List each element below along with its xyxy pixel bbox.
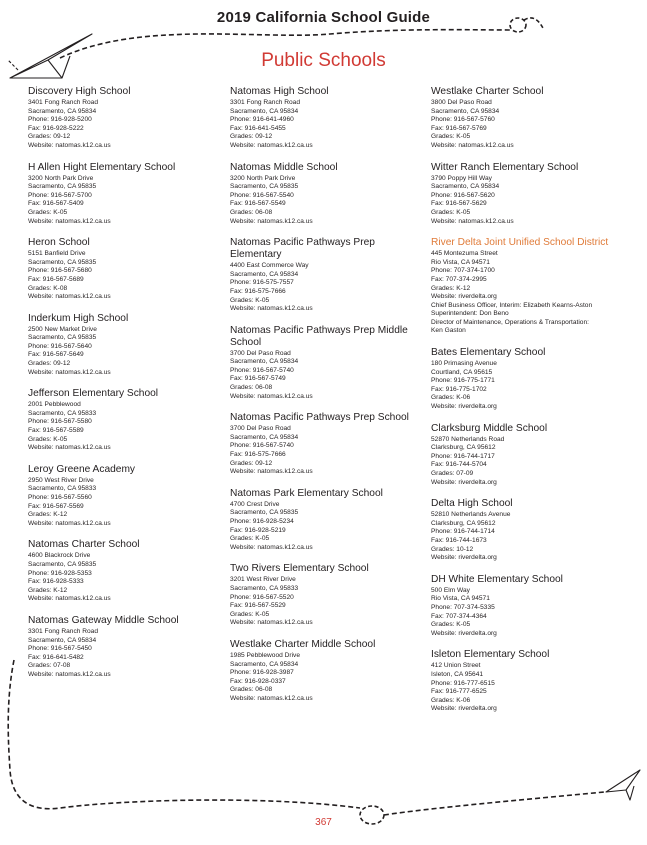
school-detail-line: 2500 New Market Drive: [28, 325, 97, 333]
school-entry: [230, 488, 426, 553]
school-detail-line: Phone: 916-567-5760: [431, 116, 495, 124]
school-detail-line: Website: natomas.k12.ca.us: [431, 141, 514, 149]
school-detail-line: Website: riverdelta.org: [431, 705, 497, 713]
school-detail-line: Sacramento, CA 95835: [230, 509, 299, 517]
school-detail-line: Sacramento, CA 95834: [230, 270, 299, 278]
school-detail-line: Grades: K-05: [431, 621, 471, 629]
school-detail-line: 3301 Fong Ranch Road: [28, 627, 99, 635]
school-detail-line: Sacramento, CA 95833: [28, 409, 97, 417]
school-detail-line: Grades: K-12: [28, 511, 68, 519]
school-name: Westlake Charter Middle School: [230, 638, 376, 650]
school-detail-line: Website: natomas.k12.ca.us: [28, 368, 111, 376]
school-detail-line: Website: natomas.k12.ca.us: [230, 392, 313, 400]
school-detail-line: Grades: 10-12: [431, 545, 474, 553]
school-detail-line: Sacramento, CA 95834: [431, 107, 500, 115]
school-detail-line: 3790 Poppy Hill Way: [431, 174, 492, 182]
school-detail-line: 4700 Crest Drive: [230, 500, 280, 508]
school-entry: [28, 464, 224, 529]
school-entry: [28, 388, 224, 453]
school-name: Natomas Pacific Pathways Prep Middle School: [230, 324, 408, 348]
school-detail-line: Grades: K-05: [28, 208, 68, 216]
guide-title: 2019 California School Guide: [216, 9, 431, 26]
school-entry: [230, 162, 426, 227]
school-detail-line: Director of Maintenance, Operations & Transportation:: [431, 318, 589, 326]
school-detail-line: Phone: 916-567-5740: [230, 366, 294, 374]
school-detail-line: Sacramento, CA 95833: [28, 485, 97, 493]
school-detail-line: 1985 Pebblewood Drive: [230, 651, 301, 659]
school-detail-line: 3201 West River Drive: [230, 576, 296, 584]
school-detail-line: Fax: 916-928-5222: [28, 124, 84, 132]
school-detail-line: Phone: 916-575-7557: [230, 279, 294, 287]
school-detail-line: Fax: 916-567-5689: [28, 275, 84, 283]
school-detail-line: Grades: 09-12: [28, 360, 71, 368]
school-detail-line: Courtland, CA 95615: [431, 368, 493, 376]
school-detail-line: Grades: K-05: [230, 296, 270, 304]
school-detail-line: Fax: 916-928-0337: [230, 677, 286, 685]
school-detail-line: 3800 Del Paso Road: [431, 99, 492, 106]
school-detail-line: 412 Union Street: [431, 662, 481, 670]
school-detail-line: Phone: 707-374-5335: [431, 603, 495, 611]
school-entry: [230, 639, 426, 704]
school-detail-line: Grades: 07-09: [431, 470, 474, 477]
school-detail-line: Website: natomas.k12.ca.us: [28, 141, 111, 149]
school-name: Natomas Charter School: [28, 539, 140, 551]
school-detail-line: Fax: 916-567-5529: [230, 602, 286, 610]
school-detail-line: 445 Montezuma Street: [431, 250, 498, 258]
school-name: Two Rivers Elementary School: [230, 563, 369, 575]
school-detail-line: 2950 West River Drive: [28, 476, 94, 484]
school-detail-line: 2001 Pebblewood: [28, 401, 81, 409]
school-detail-line: Website: riverdelta.org: [431, 554, 497, 562]
school-detail-line: Grades: K-06: [431, 696, 471, 704]
school-entry: [431, 162, 627, 227]
school-detail-line: Clarksburg, CA 95612: [431, 444, 496, 452]
page-number: 367: [315, 817, 332, 828]
school-detail-line: Clarksburg, CA 95612: [431, 519, 496, 527]
school-detail-line: 4600 Blackrock Drive: [28, 552, 91, 560]
school-detail-line: Phone: 916-744-1717: [431, 452, 495, 460]
school-entry: [230, 563, 426, 628]
school-detail-line: Website: natomas.k12.ca.us: [28, 670, 111, 678]
school-detail-line: Grades: 09-12: [28, 133, 71, 141]
school-detail-line: 4400 East Commerce Way: [230, 262, 309, 270]
district-name: River Delta Joint Unified School District: [431, 237, 609, 249]
school-name: Natomas Gateway Middle School: [28, 614, 179, 626]
school-detail-line: Website: natomas.k12.ca.us: [230, 694, 313, 702]
school-detail-line: Phone: 916-567-5540: [230, 191, 294, 199]
paper-airplane-small-icon: [606, 770, 640, 800]
school-detail-line: Grades: K-05: [431, 208, 471, 216]
school-name: H Allen Hight Elementary School: [28, 161, 176, 173]
school-detail-line: Grades: K-12: [28, 586, 68, 594]
school-detail-line: Phone: 916-567-5450: [28, 645, 92, 653]
school-detail-line: Sacramento, CA 95835: [28, 258, 97, 266]
school-name: Isleton Elementary School: [431, 649, 550, 661]
school-detail-line: Fax: 916-567-5569: [28, 502, 84, 510]
school-detail-line: Fax: 916-567-5769: [431, 124, 487, 132]
school-detail-line: Fax: 916-567-5629: [431, 200, 487, 208]
school-detail-line: Website: natomas.k12.ca.us: [28, 595, 111, 603]
school-detail-line: Website: natomas.k12.ca.us: [230, 543, 313, 551]
school-detail-line: Website: riverdelta.org: [431, 478, 497, 486]
school-detail-line: Fax: 916-928-5333: [28, 578, 84, 586]
school-detail-line: 500 Elm Way: [431, 586, 470, 594]
school-name: Jefferson Elementary School: [28, 388, 159, 400]
school-detail-line: Website: natomas.k12.ca.us: [230, 619, 313, 627]
school-name: Natomas Park Elementary School: [230, 487, 383, 499]
school-detail-line: Website: natomas.k12.ca.us: [230, 141, 313, 149]
school-entry: [431, 649, 627, 714]
school-detail-line: Phone: 916-777-6515: [431, 679, 495, 687]
school-name: Leroy Greene Academy: [28, 463, 136, 475]
school-detail-line: Grades: 09-12: [230, 459, 273, 467]
school-detail-line: Sacramento, CA 95834: [230, 107, 299, 115]
school-detail-line: Grades: K-08: [28, 284, 68, 292]
school-detail-line: Website: natomas.k12.ca.us: [230, 468, 313, 476]
school-name: Heron School: [28, 237, 90, 249]
school-name: Natomas Pacific Pathways Prep Elementary: [230, 237, 375, 261]
school-detail-line: Phone: 916-567-5740: [230, 442, 294, 450]
school-entry: [28, 162, 224, 227]
school-detail-line: Fax: 916-641-5482: [28, 653, 84, 661]
school-name: Natomas High School: [230, 86, 329, 97]
school-detail-line: Grades: K-05: [431, 133, 471, 141]
school-detail-line: Phone: 916-567-5680: [28, 267, 92, 275]
school-name: Discovery High School: [28, 86, 131, 97]
school-detail-line: Phone: 916-928-5200: [28, 116, 92, 124]
school-detail-line: Chief Business Officer, Interim: Elizabeth Kearns-Aston: [431, 301, 593, 309]
school-detail-line: Sacramento, CA 95833: [230, 584, 299, 592]
school-entry: [28, 237, 224, 302]
school-detail-line: Grades: 06-08: [230, 686, 273, 694]
school-column-1: [28, 86, 224, 691]
school-name: Clarksburg Middle School: [431, 422, 548, 434]
school-detail-line: Website: natomas.k12.ca.us: [28, 519, 111, 527]
school-detail-line: 180 Primasing Avenue: [431, 360, 497, 368]
district-entry: [431, 237, 627, 336]
school-name: DH White Elementary School: [431, 573, 563, 585]
school-detail-line: Website: natomas.k12.ca.us: [28, 293, 111, 301]
school-detail-line: Website: natomas.k12.ca.us: [28, 444, 111, 452]
school-entry: [230, 325, 426, 402]
school-detail-line: Grades: 06-08: [230, 384, 273, 392]
school-name: Inderkum High School: [28, 312, 129, 324]
school-detail-line: Sacramento, CA 95835: [230, 183, 299, 191]
school-detail-line: 3700 Del Paso Road: [230, 425, 291, 433]
school-entry: [431, 423, 627, 488]
school-detail-line: Fax: 916-567-5589: [28, 427, 84, 435]
school-name: Bates Elementary School: [431, 347, 546, 359]
school-detail-line: Sacramento, CA 95834: [28, 636, 97, 644]
school-entry: [230, 86, 426, 151]
school-detail-line: Grades: K-05: [28, 435, 68, 443]
school-detail-line: Fax: 707-374-2995: [431, 275, 487, 283]
school-name: Natomas Middle School: [230, 161, 338, 173]
school-detail-line: Sacramento, CA 95835: [28, 183, 97, 191]
school-detail-line: 3200 North Park Drive: [28, 174, 94, 182]
school-detail-line: Sacramento, CA 95834: [431, 183, 500, 191]
school-detail-line: Sacramento, CA 95834: [28, 107, 97, 115]
school-detail-line: 3401 Fong Ranch Road: [28, 99, 99, 106]
school-detail-line: Grades: K-12: [431, 284, 471, 292]
school-detail-line: Website: natomas.k12.ca.us: [230, 217, 313, 225]
school-entry: [230, 412, 426, 477]
school-detail-line: Fax: 916-567-5649: [28, 351, 84, 359]
school-detail-line: Grades: 09-12: [230, 133, 273, 141]
school-detail-line: Phone: 916-567-5560: [28, 494, 92, 501]
school-detail-line: Website: riverdelta.org: [431, 629, 497, 637]
school-detail-line: Grades: 07-08: [28, 662, 71, 670]
school-detail-line: Isleton, CA 95641: [431, 670, 484, 678]
school-detail-line: Phone: 916-928-5353: [28, 569, 92, 577]
school-detail-line: Fax: 916-744-1673: [431, 536, 487, 544]
school-detail-line: 5151 Banfield Drive: [28, 250, 86, 258]
school-detail-line: Phone: 707-374-1700: [431, 267, 495, 275]
school-entry: [431, 347, 627, 412]
school-detail-line: Phone: 916-567-5700: [28, 191, 92, 199]
school-detail-line: Fax: 916-744-5704: [431, 461, 487, 469]
school-entry: [28, 313, 224, 378]
school-detail-line: Phone: 916-928-3987: [230, 669, 294, 677]
school-detail-line: Website: natomas.k12.ca.us: [431, 217, 514, 225]
school-detail-line: Phone: 916-567-5620: [431, 191, 495, 199]
school-detail-line: Phone: 916-567-5640: [28, 342, 92, 350]
section-title: Public Schools: [261, 50, 386, 71]
school-detail-line: Phone: 916-641-4960: [230, 116, 294, 124]
school-detail-line: 3700 Del Paso Road: [230, 349, 291, 357]
school-detail-line: Grades: K-06: [431, 394, 471, 402]
school-detail-line: Sacramento, CA 95834: [230, 433, 299, 441]
school-detail-line: Superintendent: Don Beno: [431, 310, 509, 318]
school-entry: [230, 237, 426, 314]
school-detail-line: Rio Vista, CA 94571: [431, 595, 490, 603]
school-detail-line: Sacramento, CA 95834: [230, 358, 299, 366]
school-detail-line: Fax: 916-641-5455: [230, 124, 286, 132]
school-detail-line: Website: natomas.k12.ca.us: [28, 217, 111, 225]
school-detail-line: Sacramento, CA 95835: [28, 334, 97, 342]
school-name: Westlake Charter School: [431, 86, 544, 97]
school-name: Delta High School: [431, 498, 513, 510]
school-detail-line: Ken Gaston: [431, 327, 466, 335]
school-detail-line: Sacramento, CA 95835: [28, 560, 97, 568]
school-detail-line: Grades: K-05: [230, 610, 270, 618]
school-detail-line: Fax: 916-777-6525: [431, 688, 487, 696]
school-detail-line: 3200 North Park Drive: [230, 174, 296, 182]
school-detail-line: Fax: 707-374-4364: [431, 612, 487, 620]
school-entry: [431, 86, 627, 151]
school-detail-line: 52810 Netherlands Avenue: [431, 511, 511, 519]
school-detail-line: Rio Vista, CA 94571: [431, 258, 490, 266]
school-detail-line: Phone: 916-567-5580: [28, 418, 92, 426]
school-entry: [28, 615, 224, 680]
school-detail-line: Fax: 916-567-5749: [230, 375, 286, 383]
school-entry: [431, 498, 627, 563]
school-detail-line: Phone: 916-775-1771: [431, 377, 495, 385]
school-detail-line: Fax: 916-575-7666: [230, 451, 286, 459]
school-entry: [28, 539, 224, 604]
school-detail-line: Phone: 916-567-5520: [230, 593, 294, 601]
school-column-2: [230, 86, 426, 715]
school-column-3: [431, 86, 627, 725]
school-detail-line: Sacramento, CA 95834: [230, 660, 299, 668]
school-detail-line: Grades: 06-08: [230, 208, 273, 216]
school-detail-line: Website: riverdelta.org: [431, 403, 497, 411]
school-detail-line: Grades: K-05: [230, 535, 270, 543]
school-detail-line: Fax: 916-775-1702: [431, 385, 487, 393]
school-detail-line: 3301 Fong Ranch Road: [230, 99, 301, 106]
school-detail-line: Fax: 916-928-5219: [230, 526, 286, 534]
school-name: Natomas Pacific Pathways Prep School: [230, 412, 409, 424]
school-detail-line: 52870 Netherlands Road: [431, 435, 505, 443]
school-detail-line: Fax: 916-567-5549: [230, 200, 286, 208]
school-entry: [28, 86, 224, 151]
school-detail-line: Fax: 916-575-7666: [230, 287, 286, 295]
school-detail-line: Fax: 916-567-5409: [28, 200, 84, 208]
school-detail-line: Website: natomas.k12.ca.us: [230, 305, 313, 313]
school-name: Witter Ranch Elementary School: [431, 161, 579, 173]
school-detail-line: Website: riverdelta.org: [431, 293, 497, 301]
school-detail-line: Phone: 916-744-1714: [431, 528, 495, 536]
school-detail-line: Phone: 916-928-5234: [230, 518, 294, 525]
school-entry: [431, 574, 627, 639]
